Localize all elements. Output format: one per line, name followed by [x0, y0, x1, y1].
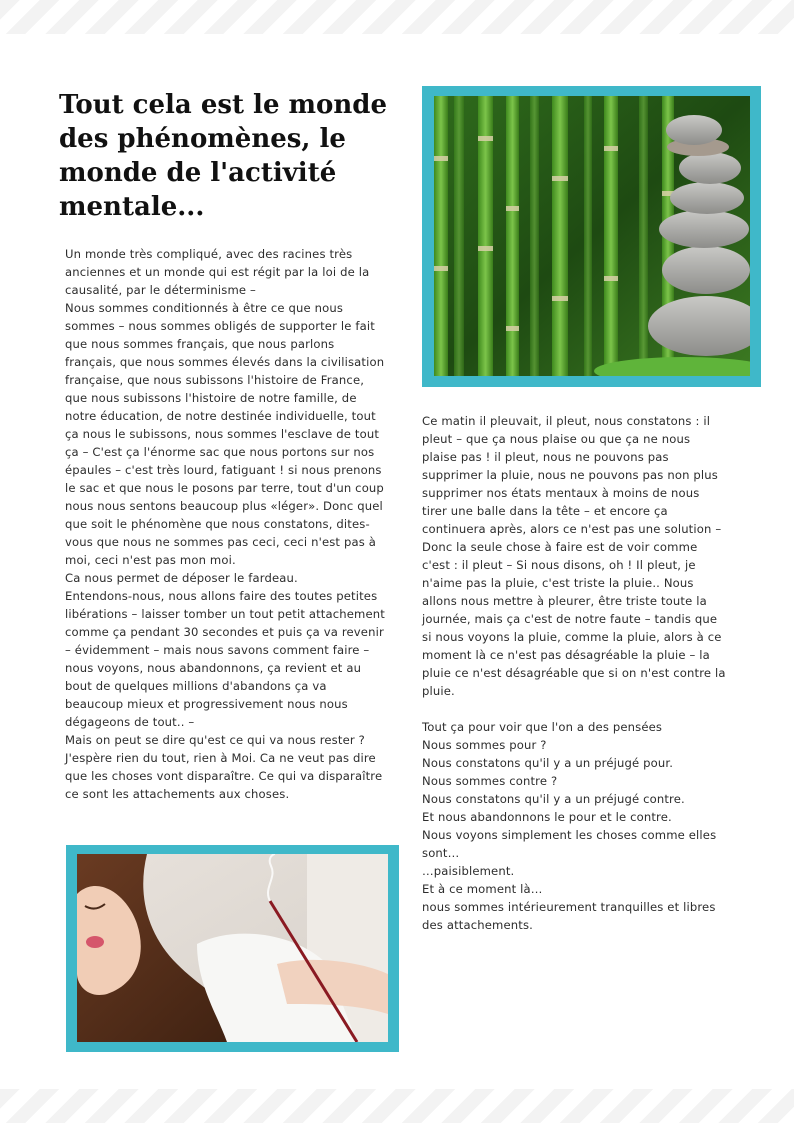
woman-incense-image: [77, 854, 388, 1042]
meditation-incense-photo: [66, 845, 399, 1052]
bottom-decorative-stripes: [0, 1089, 794, 1123]
page-heading: Tout cela est le monde des phénomènes, le monde de l'activité mentale...: [59, 90, 388, 222]
left-column-text: Un monde très compliqué, avec des racines très anciennes et un monde qui est régit par la loi de la causalité, par le déterminisme – Nous sommes conditionnés à être ce que nous sommes – nous sommes obligés de supporter le fait que nous sommes français, que nous parlons français, que nous sommes élevés dans la civilisation française, que nous subissons l'histoire de France, que nous subissons l'histoire de notre famille, de notre éducation, de notre destinée individuelle, tout ça nous le subissons, nous sommes l'esclave de tout ça – C'est ça l'énorme sac que nous portons sur nos épaules – c'est très lourd, fatiguant ! si nous prenons le sac et que nous le posons par terre, tout d'un coup nous nous sentons beaucoup plus «léger». Donc quel que soit le phénomène que nous constatons, dites-vous que nous ne sommes pas ceci, ceci n'est pas à moi, ceci n'est pas mon moi. Ca nous permet de déposer le fardeau. Entendons-nous, nous allons faire des toutes petites libérations – laisser tomber un tout petit attachement comme ça pendant 30 secondes et puis ça va revenir – évidemment – mais nous savons comment faire – nous voyons, nous abandonnons, ça revient et au bout de quelques millions d'abandons ça va beaucoup mieux et progressivement nous nous dégageons de tout.. – Mais on peut se dire qu'est ce qui va nous rester ? J'espère rien du tout, rien à Moi. Ca ne veut pas dire que les choses vont disparaître. Ce qui va disparaître ce sont les attachements aux choses.: [65, 247, 385, 801]
top-decorative-stripes: [0, 0, 794, 34]
right-column-text-2: Tout ça pour voir que l'on a des pensées Nous sommes pour ? Nous constatons qu'il y a un préjugé pour. Nous sommes contre ? Nous constatons qu'il y a un préjugé contre. Et nous abandonnons le pour et le contre. Nous voyons simplement les choses comme elles sont… …paisiblement. Et à ce moment là… nous sommes intérieurement tranquilles et libres des attachements.: [422, 720, 717, 932]
right-column-text: Ce matin il pleuvait, il pleut, nous constatons : il pleut – que ça nous plaise ou que ça ne nous plaise pas ! il pleut, nous ne pouvons pas supprimer la pluie, nous ne pouvons pas non plus supprimer nos états mentaux à moins de nous tirer une balle dans la tête – et encore ça continuera après, alors ce n'est pas une solution – Donc la seule chose à faire est de voir comme c'est : il pleut – Si nous disons, oh ! Il pleut, je n'aime pas la pluie, c'est triste la pluie.. Nous allons nous mettre à pleurer, être triste toute la journée, mais ça c'est de notre faute – tandis que si nous voyons la pluie, comme la pluie, alors à ce moment là ce n'est pas désagréable la pluie – la pluie ce n'est désagréable que si on n'est contre la pluie.: [422, 414, 726, 698]
bamboo-stones-image: [434, 96, 750, 376]
bamboo-stones-photo: [422, 86, 761, 387]
